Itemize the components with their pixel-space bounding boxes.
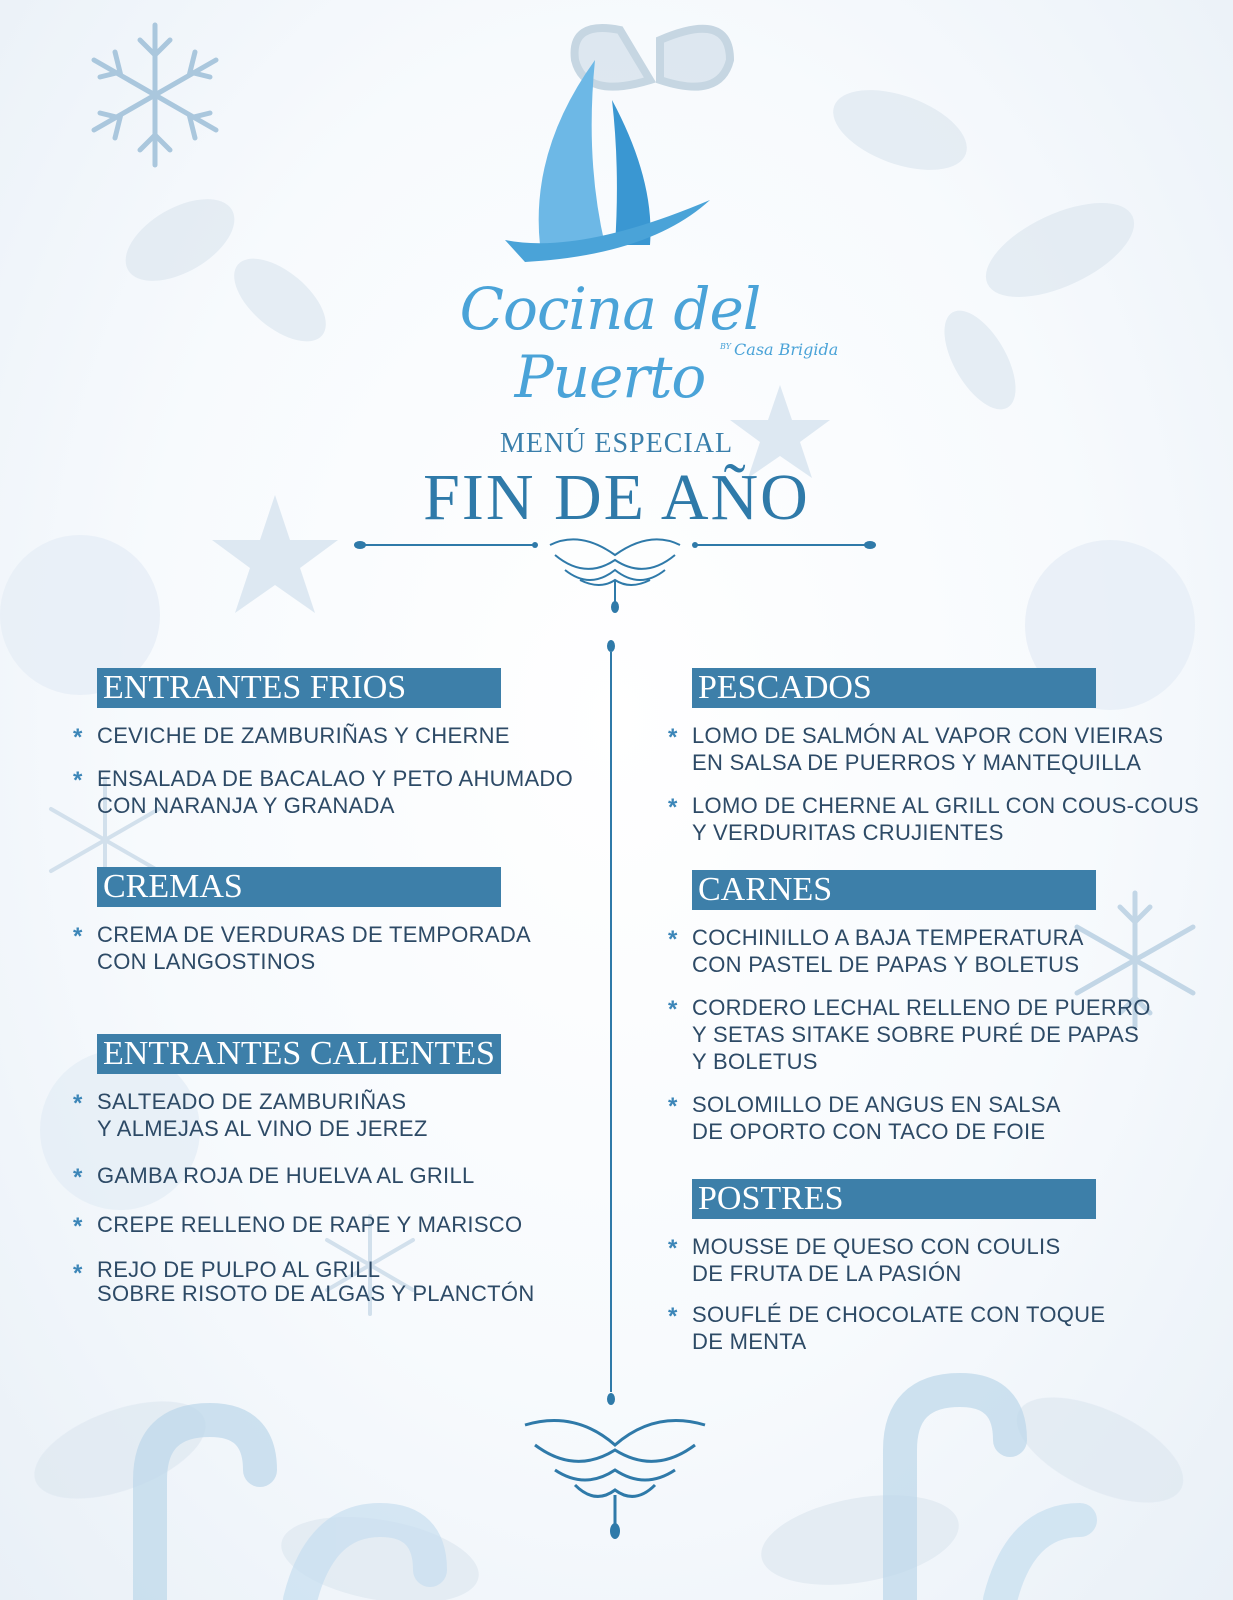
menu-item xyxy=(75,1162,595,1189)
item-line: CREMA DE VERDURAS DE TEMPORADA xyxy=(97,922,532,947)
asterisk-icon: * xyxy=(73,1213,83,1240)
item-line: DE FRUTA DE LA PASIÓN xyxy=(692,1261,962,1286)
snowflake-icon xyxy=(75,15,235,175)
item-line: REJO DE PULPO AL GRILL xyxy=(97,1257,381,1282)
asterisk-icon: * xyxy=(668,996,678,1023)
asterisk-icon: * xyxy=(668,926,678,953)
item-line: Y ALMEJAS AL VINO DE JEREZ xyxy=(97,1116,428,1141)
item-line: COCHINILLO A BAJA TEMPERATURA xyxy=(692,925,1084,950)
menu-item xyxy=(668,924,1180,978)
section-title: CARNES xyxy=(692,870,1096,910)
menu-item xyxy=(668,994,1180,1075)
menu-item xyxy=(75,1088,595,1142)
menu-column-left xyxy=(75,668,595,1328)
asterisk-icon: * xyxy=(668,1235,678,1262)
item-line: LOMO DE SALMÓN AL VAPOR CON VIEIRAS xyxy=(692,723,1164,748)
brand-by: BY xyxy=(720,341,732,351)
item-line: CORDERO LECHAL RELLENO DE PUERRO xyxy=(692,995,1151,1020)
brand-subbrand: Casa Brigida xyxy=(734,340,839,359)
item-line: GAMBA ROJA DE HUELVA AL GRILL xyxy=(97,1163,475,1188)
item-line: CON PASTEL DE PAPAS Y BOLETUS xyxy=(692,952,1080,977)
asterisk-icon: * xyxy=(73,1164,83,1191)
menu-section xyxy=(75,867,595,975)
asterisk-icon: * xyxy=(668,794,678,821)
menu-title: FIN DE AÑO xyxy=(423,461,810,534)
menu-item xyxy=(75,1211,595,1238)
asterisk-icon: * xyxy=(73,923,83,950)
menu-column-right xyxy=(668,668,1200,1358)
item-line: CON LANGOSTINOS xyxy=(97,949,316,974)
menu-section xyxy=(668,870,1180,1145)
brand-logo xyxy=(350,40,870,411)
brand-subtitle xyxy=(720,340,838,359)
item-line: SOBRE RISOTO DE ALGAS Y PLANCTÓN xyxy=(97,1281,535,1306)
item-line: Y VERDURITAS CRUJIENTES xyxy=(692,820,1004,845)
menu-item xyxy=(668,1233,1180,1287)
item-line: Y BOLETUS xyxy=(692,1049,818,1074)
section-title: CREMAS xyxy=(97,867,501,907)
asterisk-icon: * xyxy=(73,724,83,751)
item-line: SOUFLÉ DE CHOCOLATE CON TOQUE xyxy=(692,1302,1106,1327)
menu-item xyxy=(75,1258,595,1306)
menu-item xyxy=(75,722,595,749)
menu-section xyxy=(75,1034,595,1306)
asterisk-icon: * xyxy=(73,767,83,794)
menu-item xyxy=(668,1301,1180,1355)
asterisk-icon: * xyxy=(668,1303,678,1330)
item-line: SOLOMILLO DE ANGUS EN SALSA xyxy=(692,1092,1061,1117)
asterisk-icon: * xyxy=(73,1090,83,1117)
section-title: ENTRANTES CALIENTES xyxy=(97,1034,501,1074)
item-line: CON NARANJA Y GRANADA xyxy=(97,793,395,818)
brand-name: Cocina del Puerto xyxy=(459,275,761,411)
menu-section xyxy=(668,1179,1180,1355)
section-title: ENTRANTES FRIOS xyxy=(97,668,501,708)
item-line: Y SETAS SITAKE SOBRE PURÉ DE PAPAS xyxy=(692,1022,1140,1047)
menu-section xyxy=(75,668,595,819)
item-line: LOMO DE CHERNE AL GRILL CON COUS-COUS xyxy=(692,793,1200,818)
menu-item xyxy=(668,1091,1180,1145)
sailboat-icon xyxy=(350,40,870,280)
item-line: MOUSSE DE QUESO CON COULIS xyxy=(692,1234,1061,1259)
column-divider xyxy=(606,640,616,1405)
menu-section xyxy=(668,668,1200,846)
ornament-bottom-icon xyxy=(515,1415,715,1545)
menu-item xyxy=(75,921,595,975)
section-title: POSTRES xyxy=(692,1179,1096,1219)
item-line: EN SALSA DE PUERROS Y MANTEQUILLA xyxy=(692,750,1142,775)
ornament-divider-icon xyxy=(350,535,880,625)
asterisk-icon: * xyxy=(73,1260,83,1287)
menu-item xyxy=(668,722,1180,776)
menu-item xyxy=(668,792,1200,846)
asterisk-icon: * xyxy=(668,724,678,751)
asterisk-icon: * xyxy=(668,1093,678,1120)
section-title: PESCADOS xyxy=(692,668,1096,708)
item-line: DE OPORTO CON TACO DE FOIE xyxy=(692,1119,1046,1144)
item-line: SALTEADO DE ZAMBURIÑAS xyxy=(97,1089,407,1114)
item-line: CREPE RELLENO DE RAPE Y MARISCO xyxy=(97,1212,523,1237)
menu-item xyxy=(75,765,595,819)
item-line: DE MENTA xyxy=(692,1329,807,1354)
item-line: CEVICHE DE ZAMBURIÑAS Y CHERNE xyxy=(97,723,510,748)
item-line: ENSALADA DE BACALAO Y PETO AHUMADO xyxy=(97,766,574,791)
menu-subtitle: MENÚ ESPECIAL xyxy=(499,428,734,459)
